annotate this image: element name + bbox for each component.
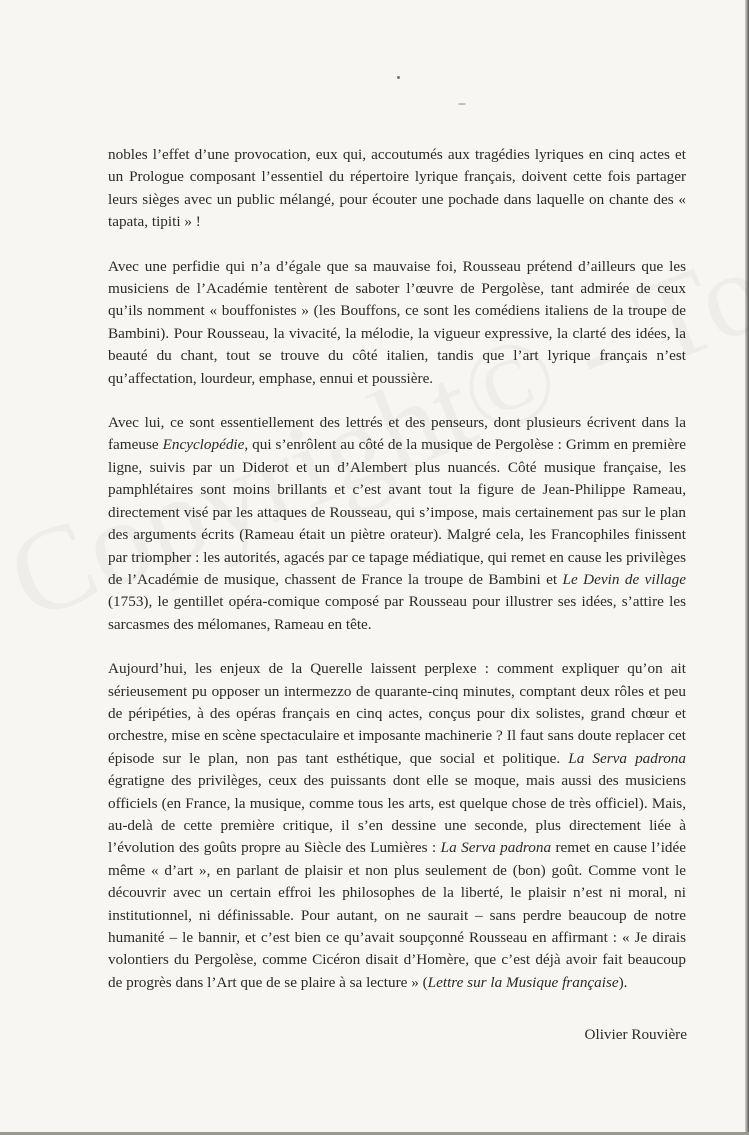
paragraph bbox=[108, 412, 686, 636]
italic-title: La Serva padrona bbox=[440, 839, 552, 857]
italic-title: Encyclopédie bbox=[162, 436, 245, 454]
italic-title: La Serva padrona bbox=[568, 749, 686, 767]
paragraph bbox=[108, 144, 686, 234]
text-run: ). bbox=[618, 973, 628, 991]
text-run: Avec lui, ce sont essentiellement des lettrés et des penseurs, dont plusieurs écrivent dans la fameuse bbox=[108, 414, 686, 454]
italic-title: Lettre sur la Musique française bbox=[427, 973, 619, 991]
scan-speck bbox=[458, 103, 466, 105]
page-edge bbox=[745, 0, 749, 1135]
article-body bbox=[108, 144, 686, 1016]
italic-title: Le Devin de village bbox=[562, 570, 686, 588]
scan-speck bbox=[397, 76, 400, 79]
text-run: nobles l’effet d’une provocation, eux qui, accoutumés aux tragédies lyriques en cinq actes et un Prologue composant l’essentiel du répertoire lyrique français, doivent cette fois partager leurs sièges avec un public mélangé, pour écouter une pochade dans laquelle on chante des « tapata, tipiti » ! bbox=[108, 146, 686, 231]
paragraph bbox=[108, 658, 686, 994]
text-run: égratigne des privilèges, ceux des puissants dont elle se moque, mais aussi des musiciens officiels (en France, la musique, comme tous les arts, est quelque chose de très officiel). Mais, au-delà de cette première critique, il s’en dessine une seconde, plus directement liée à l’évolution des goûts propre au Siècle des Lumières : bbox=[108, 772, 686, 857]
text-run: remet en cause l’idée même « d’art », en parlant de plaisir et non plus seulement de (bon) goût. Comme vont le découvrir avec un certain effroi les philosophes de la liberté, le plaisir n’est ni moral, ni institutionnel, ni définissable. Pour autant, on ne saurait – sans perdre beaucoup de notre humanité – le bannir, et c’est bien ce qu’avait soupçonné Rousseau en affirmant : « Je dirais volontiers du Pergolèse, comme Cicéron disait d’Homère, que c’est déjà avoir fait beaucoup de progrès dans l’Art que de se plaire à sa lecture » ( bbox=[108, 839, 686, 991]
text-run: Avec une perfidie qui n’a d’égale que sa mauvaise foi, Rousseau prétend d’ailleurs que les musiciens de l’Académie tentèrent de saboter l’œuvre de Pergolèse, tant admirée de ceux qu’ils nomment « bouffonistes » (les Bouffons, ce sont les comédiens italiens de la troupe de Bambini). Pour Rousseau, la vivacité, la mélodie, la vigueur expressive, la clarté des idées, la beauté du chant, tout se trouve du côté italien, tandis que l’art lyrique français n’est qu’affectation, lourdeur, emphase, ennui et poussière. bbox=[108, 257, 686, 387]
paragraph bbox=[108, 256, 686, 390]
text-run: (1753), le gentillet opéra-comique composé par Rousseau pour illustrer ses idées, s’attire les sarcasmes des mélomanes, Rameau en tête. bbox=[108, 593, 686, 633]
text-run: , qui s’enrôlent au côté de la musique de Pergolèse : Grimm en première ligne, suivis par un Diderot et un d’Alembert plus nuancés. Côté musique française, les pamphlétaires sont moins brillants et c’est avant tout la figure de Jean-Philippe Rameau, directement visé par les attaques de Rousseau, qui s’impose, mais certainement pas sur le plan des arguments écrits (Rameau était un piètre orateur). Malgré cela, les Francophiles finissent par triompher : les autorités, agacés par ce tapage médiatique, qui remet en cause les privilèges de l’Académie de musique, chassent de France la troupe de Bambini et bbox=[108, 436, 686, 588]
text-run: Aujourd’hui, les enjeux de la Querelle laissent perplexe : comment expliquer qu’on ait sérieusement pu opposer un intermezzo de quarante-cinq minutes, comptant deux rôles et peu de péripéties, à des opéras français en cinq actes, conçus pour dix solistes, grand chœur et orchestre, mise en scène spectaculaire et imposante machinerie ? Il faut sans doute replacer cet épisode sur le plan, non pas tant esthétique, que social et politique. bbox=[108, 660, 686, 767]
author-signature: Olivier Rouvière bbox=[584, 1026, 687, 1043]
